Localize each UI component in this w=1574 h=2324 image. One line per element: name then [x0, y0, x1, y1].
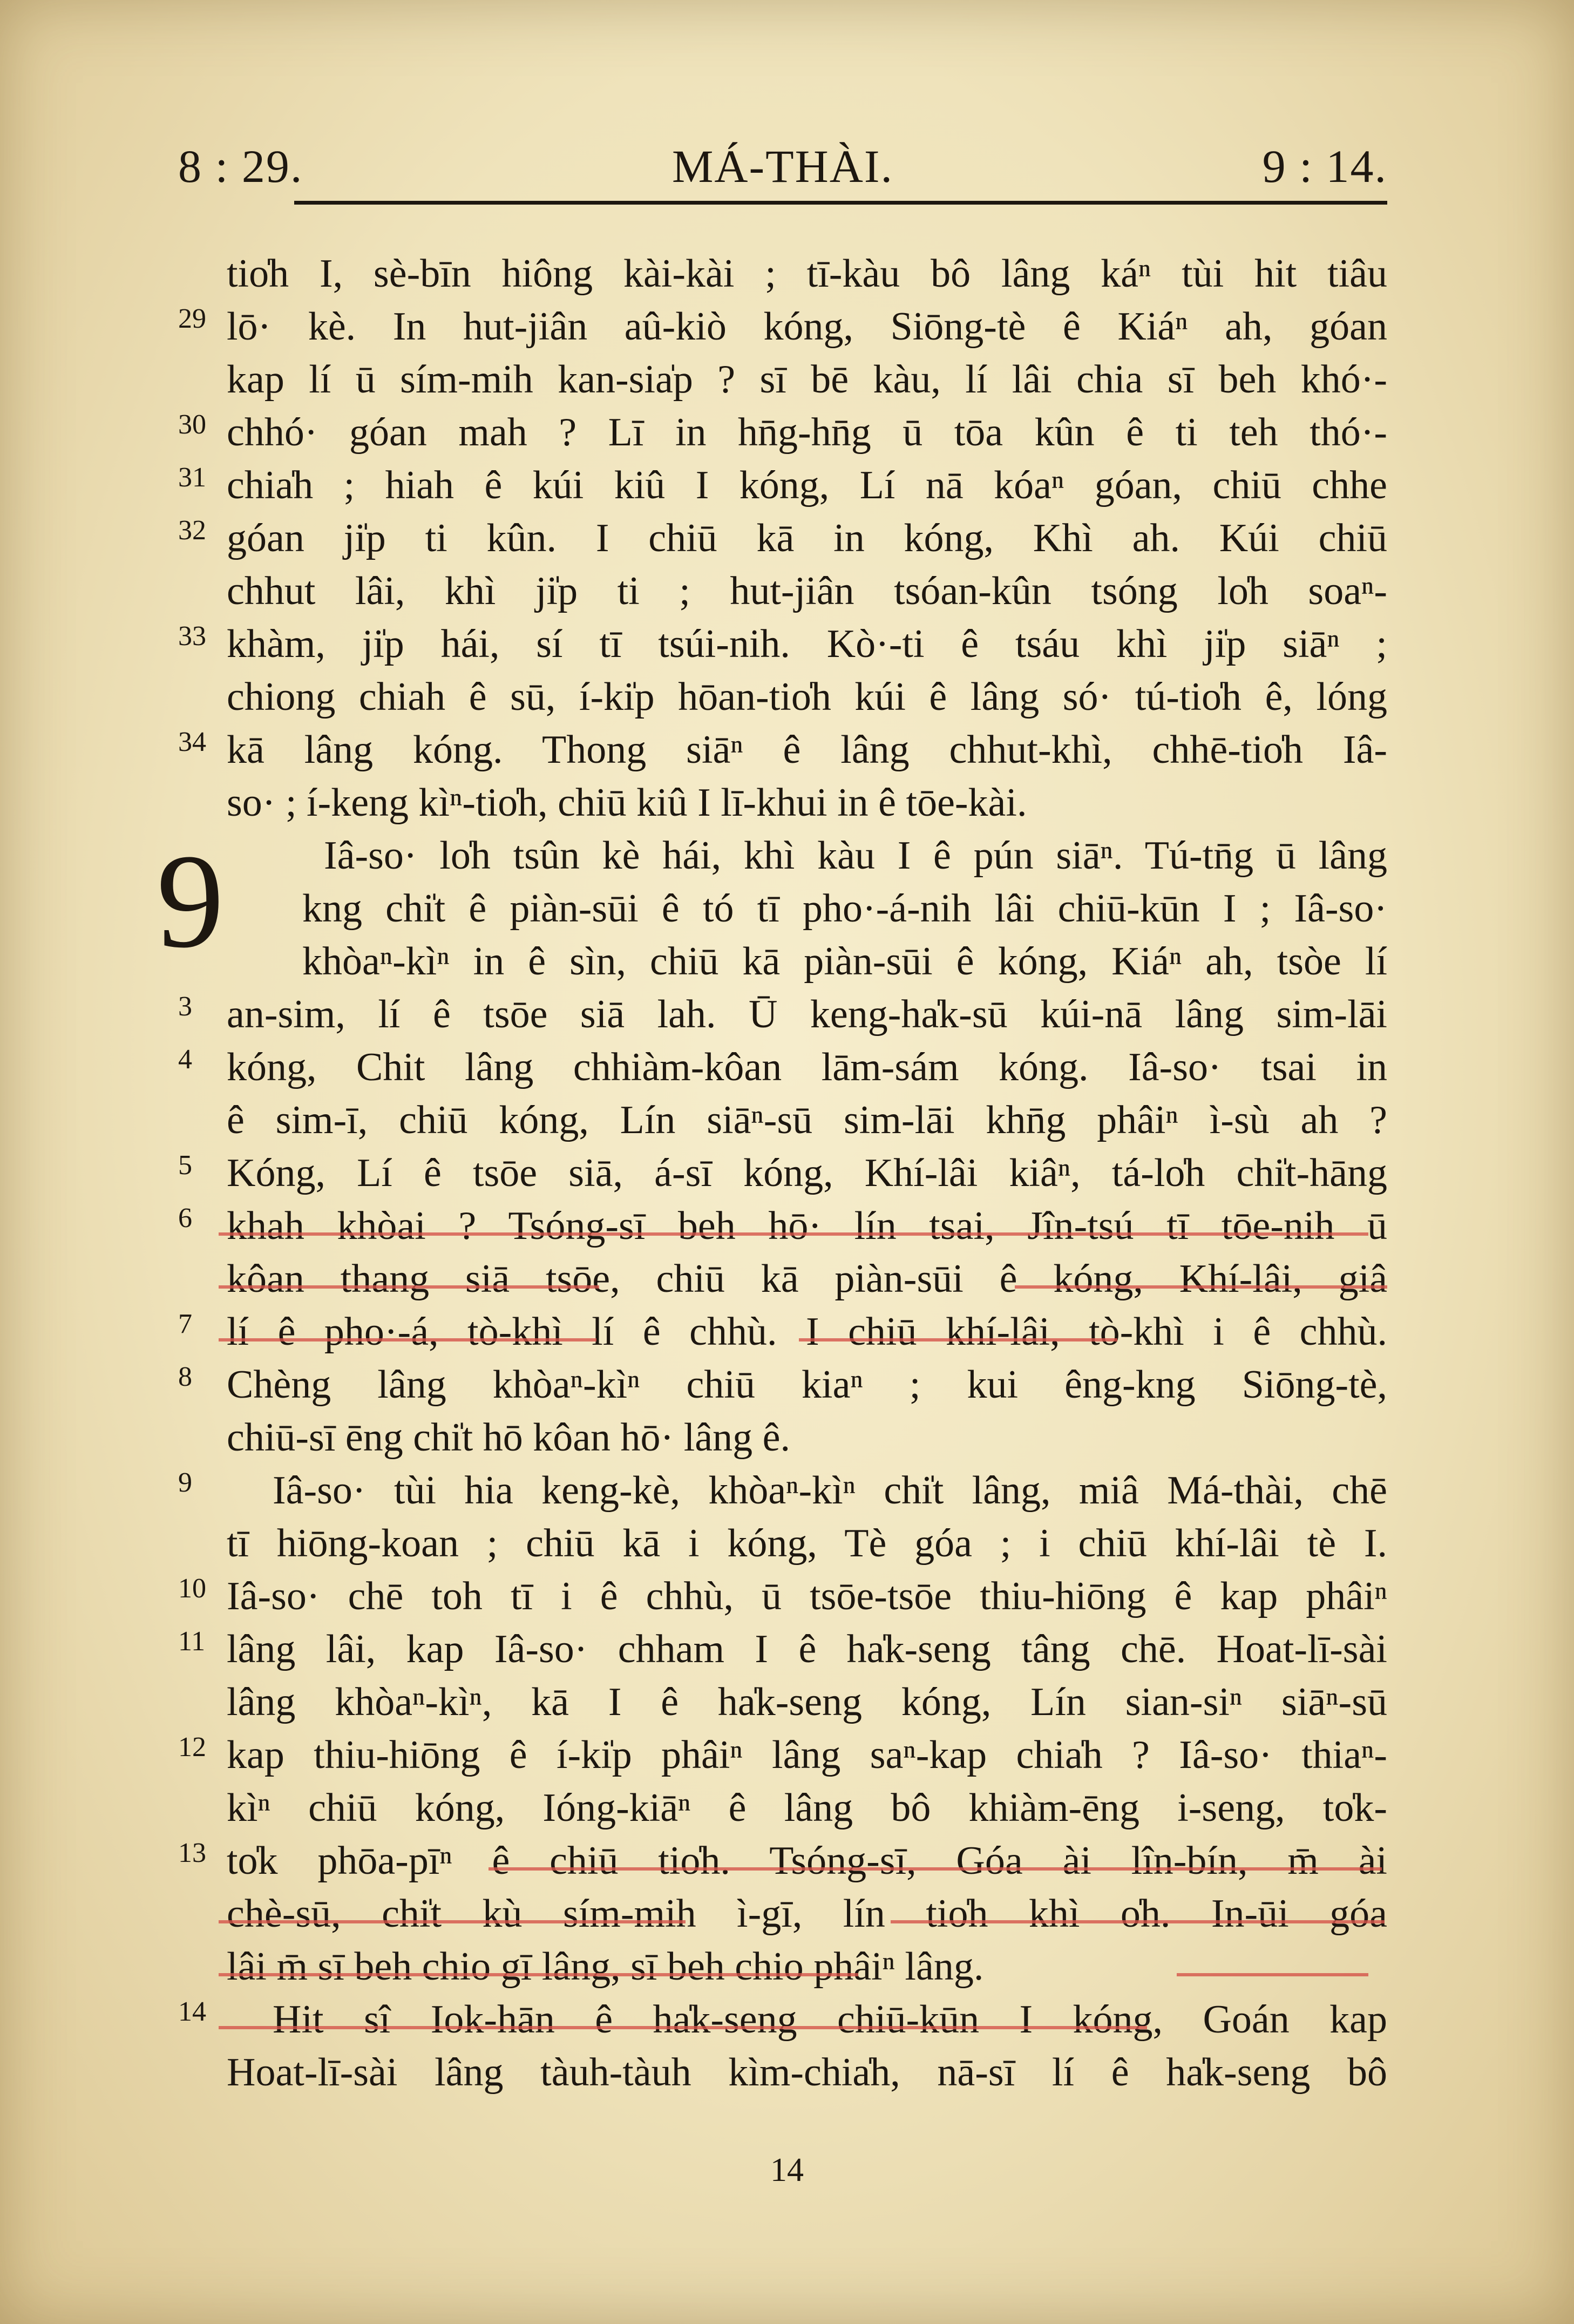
text-line	[178, 1940, 1387, 1993]
chapter-number: 9	[157, 826, 224, 976]
underline-mark	[489, 1867, 1382, 1871]
underline-mark	[799, 1338, 1117, 1341]
text-line	[178, 1729, 1387, 1781]
header-start-reference: 8 : 29.	[178, 140, 303, 192]
underline-mark	[1015, 1285, 1387, 1289]
text-line	[178, 829, 1387, 882]
text-line	[178, 1041, 1387, 1094]
text-line	[178, 935, 1387, 988]
text-line	[178, 723, 1387, 776]
verse-number: 3	[178, 991, 192, 1022]
running-header	[178, 130, 1387, 194]
line-text: kā lâng kóng. Thong siāⁿ ê lâng chhut-khì, chhē-tio̍h Iâ-	[227, 728, 1387, 772]
text-line	[178, 1411, 1387, 1464]
line-text: kap lí ū sím-mih kan-sia̍p ? sī bē kàu, lí lâi chia sī beh khó·-	[227, 357, 1387, 402]
text-line	[178, 1781, 1387, 1834]
line-text: Iâ-so· lo̍h tsûn kè hái, khì kàu I ê pún siāⁿ. Tú-tn̄g ū lâng	[324, 834, 1387, 878]
underline-mark	[219, 1338, 596, 1341]
verse-number: 10	[178, 1573, 206, 1604]
verse-number: 13	[178, 1838, 206, 1868]
verse-number: 4	[178, 1044, 192, 1075]
line-text: Iâ-so· chē toh tī i ê chhù, ū tsōe-tsōe thiu-hiōng ê kap phâiⁿ	[227, 1574, 1387, 1618]
verse-number: 29	[178, 303, 206, 334]
text-line	[178, 300, 1387, 353]
text-line	[178, 247, 1387, 300]
verse-number: 11	[178, 1626, 206, 1657]
text-line	[178, 459, 1387, 512]
verse-number: 7	[178, 1309, 192, 1339]
verse-number: 9	[178, 1467, 192, 1498]
text-line	[178, 988, 1387, 1041]
line-text: chhó· góan mah ? Lī in hn̄g-hn̄g ū tōa kûn ê ti teh thó·-	[227, 410, 1387, 455]
text-line	[178, 1887, 1387, 1940]
text-line	[178, 618, 1387, 670]
text-line	[178, 406, 1387, 459]
verse-number: 8	[178, 1361, 192, 1392]
underline-mark	[219, 1232, 1368, 1236]
line-text: lí ê pho·-á, tò-khì lí ê chhù. I chiū khí-lâi, tò-khì i ê chhù.	[227, 1310, 1387, 1354]
line-text: an-sim, lí ê tsōe siā lah. Ū keng-ha̍k-sū kúi-nā lâng sim-lāi	[227, 992, 1387, 1036]
text-line	[178, 1305, 1387, 1358]
line-text: ê sim-ī, chiū kóng, Lín siāⁿ-sū sim-lāi khn̄g phâiⁿ ì-sù ah ?	[227, 1098, 1387, 1142]
line-text: lâng khòaⁿ-kìⁿ, kā I ê ha̍k-seng kóng, Lín sian-siⁿ siāⁿ-sū	[227, 1680, 1387, 1724]
verse-number: 12	[178, 1732, 206, 1763]
underline-mark	[219, 1920, 686, 1923]
text-line	[178, 1993, 1387, 2046]
verse-number: 31	[178, 462, 206, 493]
underline-mark	[1177, 1973, 1368, 1976]
text-line	[178, 776, 1387, 829]
text-line	[178, 1676, 1387, 1729]
line-text: kôan thang siā tsōe, chiū kā piàn-sūi ê kóng, Khí-lâi, giâ	[227, 1257, 1387, 1301]
text-column	[178, 247, 1387, 2099]
line-text: Chèng lâng khòaⁿ-kìⁿ chiū kiaⁿ ; kui êng-kng Siōng-tè,	[227, 1363, 1387, 1407]
line-text: góan ji̍p ti kûn. I chiū kā in kóng, Khì ah. Kúi chiū	[227, 516, 1387, 560]
text-line	[178, 1517, 1387, 1570]
underline-mark	[219, 1285, 599, 1289]
text-line	[178, 1200, 1387, 1252]
verse-number: 6	[178, 1203, 192, 1234]
text-line	[178, 2046, 1387, 2099]
line-text: Kóng, Lí ê tsōe siā, á-sī kóng, Khí-lâi kiâⁿ, tá-lo̍h chi̍t-hāng	[227, 1151, 1387, 1195]
text-line	[178, 1147, 1387, 1200]
line-text: kap thiu-hiōng ê í-ki̍p phâiⁿ lâng saⁿ-kap chia̍h ? Iâ-so· thiaⁿ-	[227, 1733, 1387, 1777]
line-text: chhut lâi, khì ji̍p ti ; hut-jiân tsóan-kûn tsóng lo̍h soaⁿ-	[227, 569, 1387, 613]
line-text: Hit sî Iok-hān ê ha̍k-seng chiū-kūn I kóng, Goán kap	[273, 1997, 1387, 2042]
text-line	[178, 882, 1387, 935]
line-text: chia̍h ; hiah ê kúi kiû I kóng, Lí nā kóaⁿ góan, chiū chhe	[227, 463, 1387, 507]
text-line	[178, 353, 1387, 406]
line-text: khòaⁿ-kìⁿ in ê sìn, chiū kā piàn-sūi ê kóng, Kiáⁿ ah, tsòe lí	[302, 939, 1387, 984]
line-text: kng chi̍t ê piàn-sūi ê tó tī pho·-á-nih lâi chiū-kūn I ; Iâ-so·	[302, 886, 1387, 931]
line-text: chè-sū, chi̍t kù sím-mih ì-gī, lín tio̍h khì o̍h. In-ūi góa	[227, 1892, 1387, 1936]
verse-number: 14	[178, 1996, 206, 2027]
verse-number: 5	[178, 1150, 192, 1181]
line-text: khah khòai ? Tsóng-sī beh hō· lín tsai, Jîn-tsú tī tōe-nih ū	[227, 1204, 1387, 1248]
line-text: lâi m̄ sī beh chio gī lâng, sī beh chio phâiⁿ lâng.	[227, 1944, 984, 1989]
line-text: Iâ-so· tùi hia keng-kè, khòaⁿ-kìⁿ chi̍t lâng, miâ Má-thài, chē	[273, 1468, 1387, 1513]
line-text: lâng lâi, kap Iâ-so· chham I ê ha̍k-seng tâng chē. Hoat-lī-sài	[227, 1627, 1387, 1671]
line-text: chiong chiah ê sū, í-ki̍p hōan-tio̍h kúi ê lâng só· tú-tio̍h ê, lóng	[227, 675, 1387, 719]
line-text: tī hiōng-koan ; chiū kā i kóng, Tè góa ; i chiū khí-lâi tè I.	[227, 1521, 1387, 1566]
underline-mark	[219, 2026, 1147, 2029]
line-text: to̍k phōa-pīⁿ ê chiū tio̍h. Tsóng-sī, Góa ài lîn-bín, m̄ ài	[227, 1839, 1387, 1883]
line-text: lō· kè. In hut-jiân aû-kiò kóng, Siōng-tè ê Kiáⁿ ah, góan	[227, 304, 1387, 349]
line-text: tio̍h I, sè-bīn hiông kài-kài ; tī-kàu bô lâng káⁿ tùi hit tiâu	[227, 252, 1387, 296]
text-line	[178, 1358, 1387, 1411]
verse-number: 32	[178, 515, 206, 546]
underline-mark	[891, 1920, 1385, 1923]
text-line	[178, 1464, 1387, 1517]
header-rule	[294, 201, 1387, 205]
line-text: chiū-sī ēng chi̍t hō kôan hō· lâng ê.	[227, 1415, 790, 1460]
text-line	[178, 670, 1387, 723]
page-number: 14	[770, 2152, 804, 2189]
verse-number: 33	[178, 621, 206, 652]
line-text: Hoat-lī-sài lâng tàuh-tàuh kìm-chia̍h, nā-sī lí ê ha̍k-seng bô	[227, 2050, 1387, 2095]
text-line	[178, 1094, 1387, 1147]
text-line	[178, 512, 1387, 565]
underline-mark	[219, 1973, 858, 1976]
line-text: khàm, ji̍p hái, sí tī tsúi-nih. Kò·-ti ê tsáu khì ji̍p siāⁿ ;	[227, 622, 1387, 666]
text-line	[178, 1570, 1387, 1623]
line-text: kìⁿ chiū kóng, Ióng-kiāⁿ ê lâng bô khiàm-ēng i-seng, to̍k-	[227, 1786, 1387, 1830]
text-line	[178, 1834, 1387, 1887]
verse-number: 30	[178, 409, 206, 440]
header-end-reference: 9 : 14.	[1262, 140, 1387, 192]
header-book-title: MÁ-THÀI.	[671, 140, 894, 192]
verse-number: 34	[178, 727, 206, 757]
text-line	[178, 1252, 1387, 1305]
text-line	[178, 1623, 1387, 1676]
text-line	[178, 565, 1387, 618]
line-text: kóng, Chit lâng chhiàm-kôan lām-sám kóng. Iâ-so· tsai in	[227, 1045, 1387, 1089]
line-text: so· ; í-keng kìⁿ-tio̍h, chiū kiû I lī-khui in ê tōe-kài.	[227, 781, 1027, 825]
